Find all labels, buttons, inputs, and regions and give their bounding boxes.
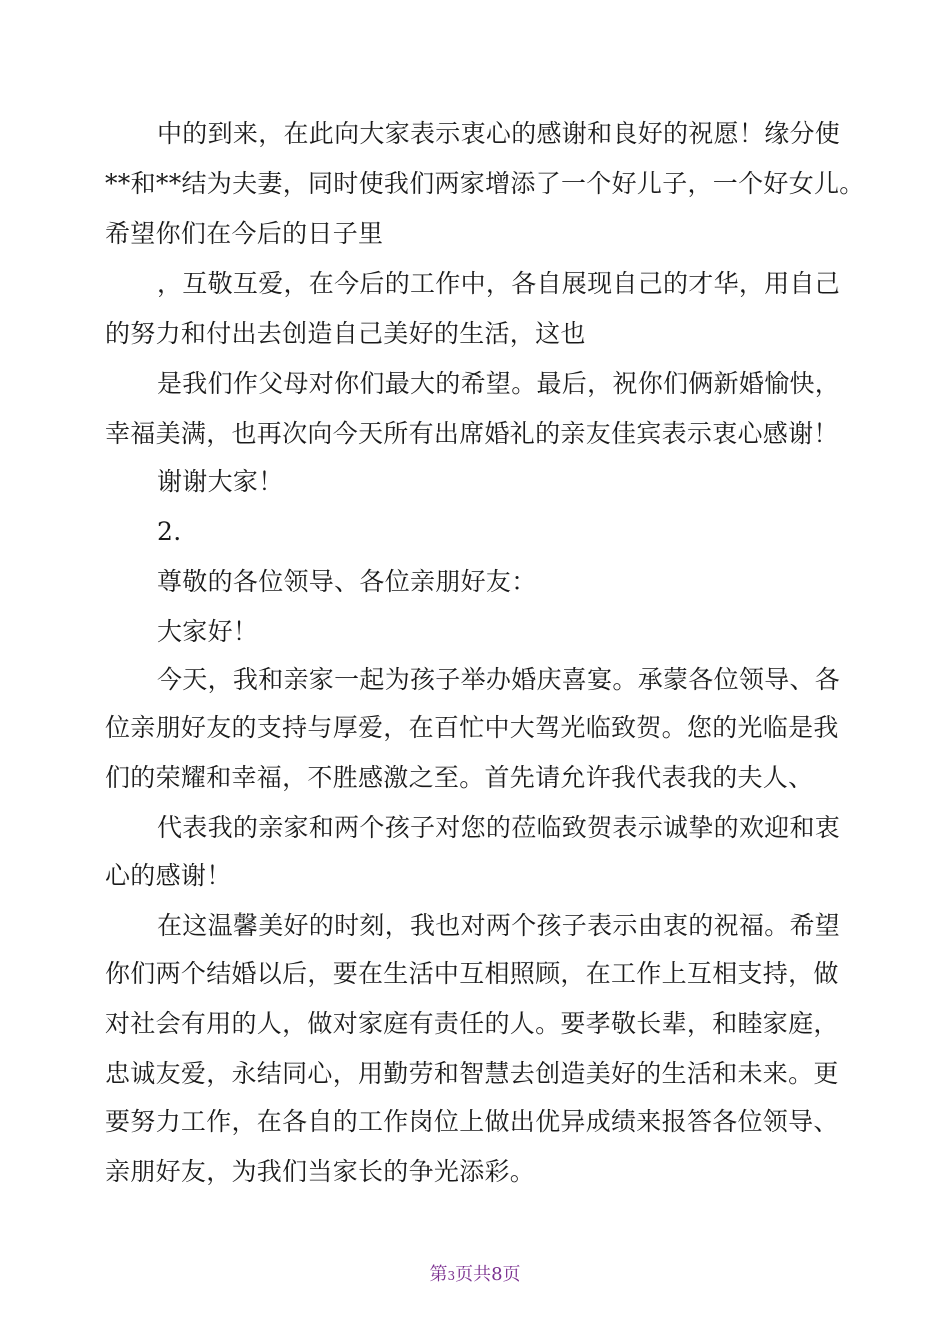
text-line: 要努力工作，在各自的工作岗位上做出优异成绩来报答各位领导、 (105, 1107, 839, 1136)
text-line: 对社会有用的人，做对家庭有责任的人。要孝敬长辈，和睦家庭， (105, 1009, 839, 1038)
text-line: 的努力和付出去创造自己美好的生活，这也 (105, 319, 586, 348)
text-line: 希望你们在今后的日子里 (105, 219, 384, 248)
salutation: 尊敬的各位领导、各位亲朋好友： (157, 567, 537, 596)
text-line: 位亲朋好友的支持与厚爱，在百忙中大驾光临致贺。您的光临是我 (105, 713, 839, 742)
footer-prefix: 第 (429, 1264, 448, 1285)
text-line: 们的荣耀和幸福，不胜感激之至。首先请允许我代表我的夫人、 (105, 763, 814, 792)
footer-suffix: 页 (502, 1264, 521, 1285)
text-line: **和**结为夫妻，同时使我们两家增添了一个好儿子，一个好女儿。 (105, 169, 865, 198)
text-line: 幸福美满，也再次向今天所有出席婚礼的亲友佳宾表示衷心感谢！ (105, 419, 839, 448)
footer-middle: 页共 (455, 1264, 492, 1285)
text-line: 亲朋好友，为我们当家长的争光添彩。 (105, 1157, 536, 1186)
page-footer (0, 1260, 950, 1286)
text-line: 是我们作父母对你们最大的希望。最后，祝你们俩新婚愉快， (157, 369, 841, 398)
current-page-number: 3 (447, 1269, 456, 1283)
text-line: 谢谢大家！ (157, 467, 284, 496)
text-line: 在这温馨美好的时刻，我也对两个孩子表示由衷的祝福。希望 (157, 911, 841, 940)
text-line: 中的到来，在此向大家表示衷心的感谢和良好的祝愿！缘分使 (157, 119, 841, 148)
text-line: 代表我的亲家和两个孩子对您的莅临致贺表示诚挚的欢迎和衷 (157, 813, 841, 842)
text-line: 心的感谢！ (105, 861, 232, 890)
greeting: 大家好！ (157, 617, 259, 646)
text-line: ，互敬互爱，在今后的工作中，各自展现自己的才华，用自己 (157, 269, 841, 298)
text-line: 你们两个结婚以后，要在生活中互相照顾，在工作上互相支持，做 (105, 959, 839, 988)
text-line: 忠诚友爱，永结同心，用勤劳和智慧去创造美好的生活和未来。更 (105, 1059, 839, 1088)
section-number: 2. (157, 517, 182, 546)
text-line: 今天，我和亲家一起为孩子举办婚庆喜宴。承蒙各位领导、各 (157, 665, 841, 694)
total-pages-number: 8 (491, 1264, 503, 1285)
